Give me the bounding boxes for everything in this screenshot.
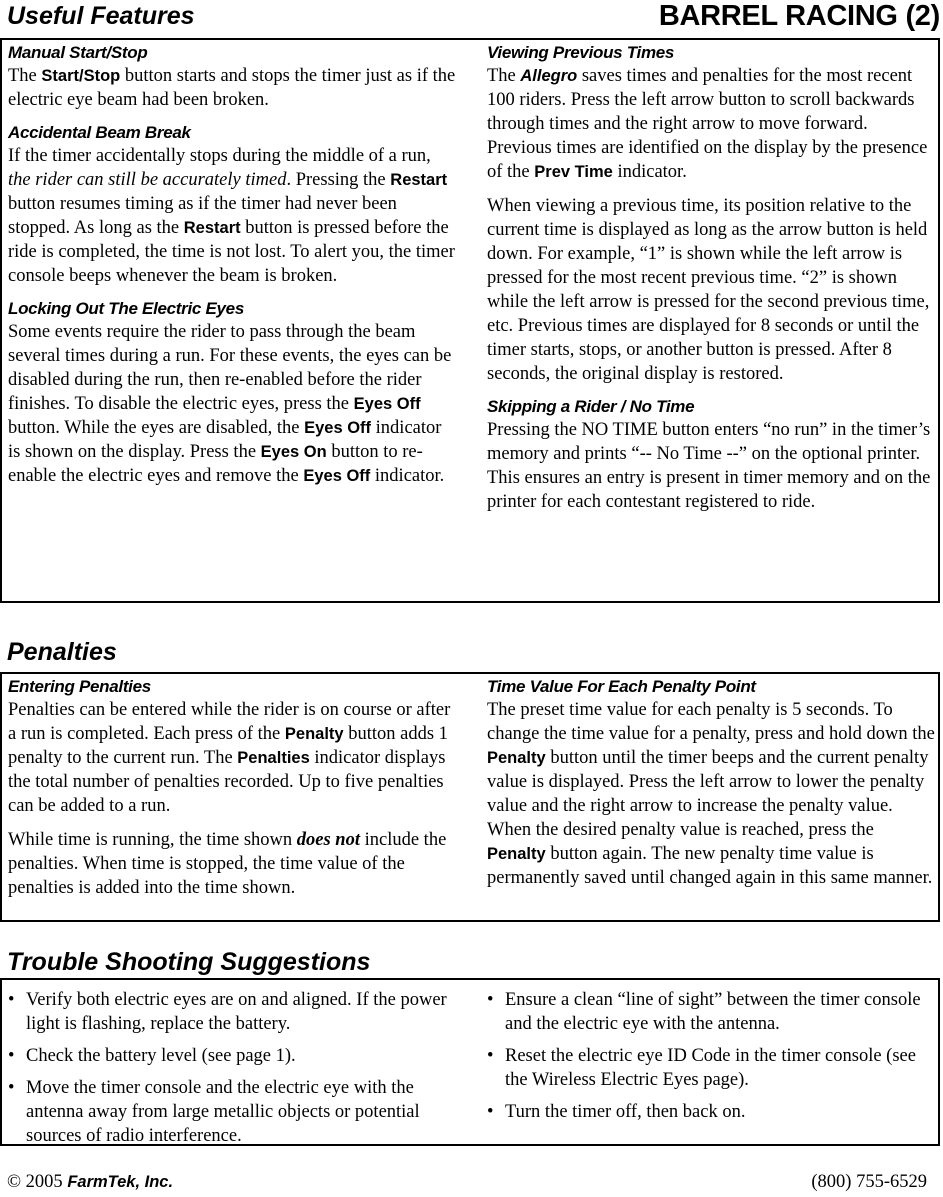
list-item: • Reset the electric eye ID Code in the timer console (see the Wireless Electric Eyes page). bbox=[487, 1044, 935, 1092]
paragraph-viewing-position: When viewing a previous time, its position relative to the current time is displayed as long as the arrow button is held down. For example, “1” is shown while the left arrow is pressed for the most recent previous time. “2” is shown while the left arrow is pressed for the second previous time, etc. Previous times are displayed for 8 seconds or until the timer starts, stops, or another button is pressed. After 8 seconds, the original display is restored. bbox=[487, 196, 930, 384]
list-item: • Ensure a clean “line of sight” between the timer console and the electric eye with the antenna. bbox=[487, 988, 935, 1036]
paragraph-locking-out-eyes: Some events require the rider to pass through the beam several times during a run. For these events, the eyes can be disabled during the run, then re-enabled before the rider finishes. To disable the electric eyes, press the Eyes Off button. While the eyes are disabled, the Eyes Off indicator is shown on the display. Press the Eyes On button to re-enable the electric eyes and remove the Eyes Off indicator. bbox=[8, 322, 452, 486]
keyword-penalty: Penalty bbox=[487, 845, 546, 863]
section-title-trouble-shooting: Trouble Shooting Suggestions bbox=[7, 948, 371, 976]
heading-time-value-penalty: Time Value For Each Penalty Point bbox=[487, 677, 756, 696]
keyword-eyes-off: Eyes Off bbox=[304, 419, 372, 437]
useful-right-column bbox=[487, 42, 935, 524]
keyword-penalty: Penalty bbox=[284, 725, 344, 743]
heading-entering-penalties: Entering Penalties bbox=[8, 677, 151, 696]
footer-phone: (800) 755-6529 bbox=[811, 1172, 927, 1192]
penalties-box bbox=[0, 672, 940, 922]
keyword-allegro: Allegro bbox=[520, 67, 578, 85]
list-item: • Turn the timer off, then back on. bbox=[487, 1100, 935, 1124]
trouble-right-column bbox=[487, 988, 935, 1132]
list-item: • Move the timer console and the electric eye with the antenna away from large metallic objects or potential sources of radio interference. bbox=[8, 1076, 458, 1148]
footer-copyright: © 2005 FarmTek, Inc. bbox=[7, 1172, 174, 1192]
trouble-shooting-box bbox=[0, 978, 940, 1146]
paragraph-entering-penalties: Penalties can be entered while the rider is on course or after a run is completed. Each press of the Penalty button adds 1 penalty to the current run. The Penalties indicator displays the total number of penalties recorded. Up to five penalties can be added to a run. bbox=[8, 700, 451, 816]
useful-left-column bbox=[8, 42, 458, 498]
penalties-right-column bbox=[487, 676, 935, 900]
document-title: BARREL RACING (2) bbox=[658, 0, 940, 32]
keyword-eyes-off: Eyes Off bbox=[303, 467, 371, 485]
trouble-left-list bbox=[8, 988, 458, 1148]
trouble-left-column bbox=[8, 988, 458, 1156]
keyword-restart: Restart bbox=[390, 171, 448, 189]
heading-locking-out-eyes: Locking Out The Electric Eyes bbox=[8, 299, 244, 318]
keyword-eyes-off: Eyes Off bbox=[353, 395, 421, 413]
heading-viewing-previous-times: Viewing Previous Times bbox=[487, 43, 675, 62]
keyword-eyes-on: Eyes On bbox=[260, 443, 327, 461]
trouble-right-list bbox=[487, 988, 935, 1124]
heading-skipping-rider: Skipping a Rider / No Time bbox=[487, 397, 695, 416]
penalties-left-column bbox=[8, 676, 458, 910]
useful-features-box bbox=[0, 38, 940, 603]
heading-accidental-beam-break: Accidental Beam Break bbox=[8, 123, 191, 142]
section-title-useful-features: Useful Features bbox=[7, 2, 195, 30]
keyword-prev-time: Prev Time bbox=[534, 163, 613, 181]
list-item: • Check the battery level (see page 1). bbox=[8, 1044, 458, 1068]
paragraph-time-running: While time is running, the time shown does not include the penalties. When time is stopped, the time value of the penalties is added into the time shown. bbox=[8, 830, 447, 898]
paragraph-accidental-beam-break: If the timer accidentally stops during the middle of a run, the rider can still be accurately timed. Pressing the Restart button resumes timing as if the timer had never been stopped. As long as the Restart button is pressed before the ride is completed, the time is not lost. To alert you, the timer console beeps whenever the beam is broken. bbox=[8, 146, 455, 286]
heading-manual-start-stop: Manual Start/Stop bbox=[8, 43, 148, 62]
paragraph-skipping-rider: Pressing the NO TIME button enters “no run” in the timer’s memory and prints “-- No Time --” on the optional printer. This ensures an entry is present in timer memory and on the printer for each contestant registered to ride. bbox=[487, 420, 931, 512]
paragraph-viewing-previous-times: The Allegro saves times and penalties for the most recent 100 riders. Press the left arrow button to scroll backwards through times and the right arrow to move forward. Previous times are identified on the display by the presence of the Prev Time indicator. bbox=[487, 66, 928, 182]
keyword-restart: Restart bbox=[183, 219, 241, 237]
keyword-penalties: Penalties bbox=[237, 749, 310, 767]
paragraph-manual-start-stop: The Start/Stop button starts and stops the timer just as if the electric eye beam had been broken. bbox=[8, 66, 456, 110]
paragraph-time-value-penalty: The preset time value for each penalty is 5 seconds. To change the time value for a penalty, press and hold down the Penalty button until the timer beeps and the current penalty value is displayed. Press the left arrow to lower the penalty value and the right arrow to increase the penalty value. When the desired penalty value is reached, press the Penalty button again. The new penalty time value is permanently saved until changed again in this same manner. bbox=[487, 700, 935, 888]
company-name: FarmTek, Inc. bbox=[67, 1173, 174, 1191]
section-title-penalties: Penalties bbox=[7, 638, 117, 666]
list-item: • Verify both electric eyes are on and aligned. If the power light is flashing, replace the battery. bbox=[8, 988, 458, 1036]
keyword-penalty: Penalty bbox=[487, 749, 546, 767]
emphasis-does-not: does not bbox=[296, 830, 360, 850]
keyword-start-stop: Start/Stop bbox=[41, 67, 121, 85]
